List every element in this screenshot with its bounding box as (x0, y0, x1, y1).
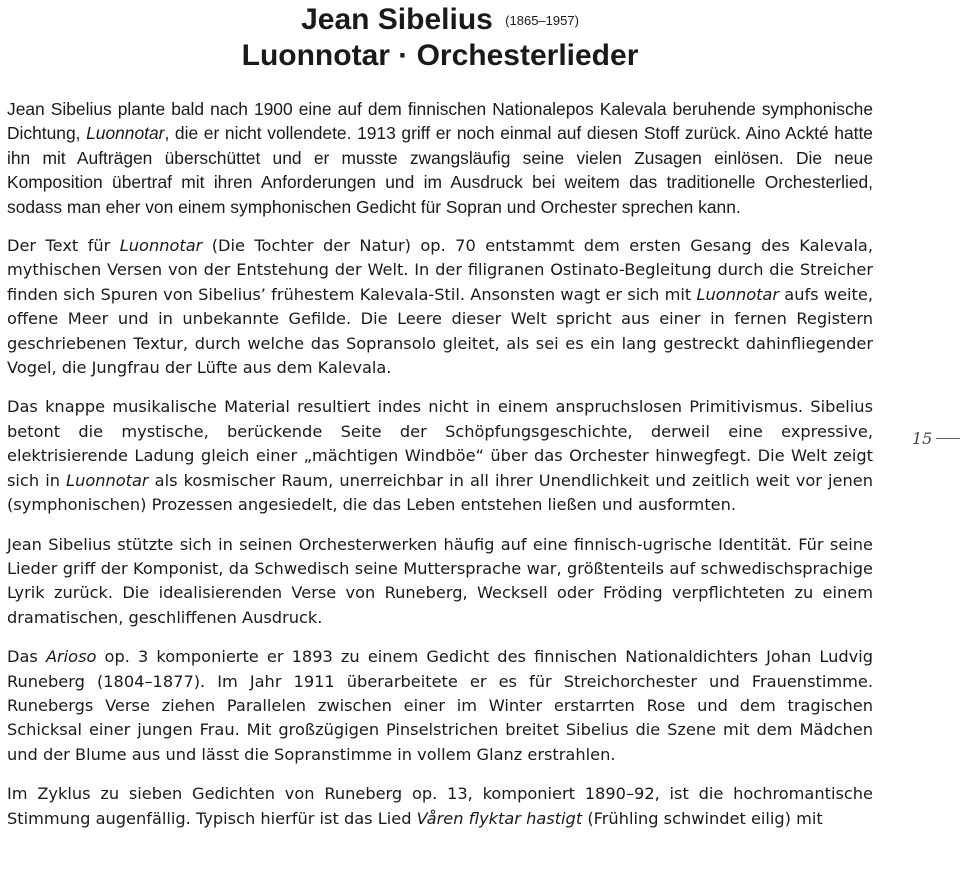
italic-title: Våren flyktar hastigt (416, 808, 583, 828)
page-number: 15 (912, 429, 933, 448)
body-paragraph (7, 782, 873, 831)
body-paragraph (7, 234, 873, 380)
text-run: op. 3 komponierte er 1893 zu einem Gedicht des finnischen Nationaldichters Johan Ludvig Runeberg (1804–1877). Im Jahr 1911 überarbeitete er es für Streichorchester und Frauenstimme. Runebergs Verse ziehen Parallelen zwischen einer im Winter erstarrten Rose und dem tragischen Schicksal einer jungen Frau. Mit großzügigen Pinselstrichen breitet Sibelius die Szene mit dem Mädchen und der Blume aus und lässt die Sopranstimme in vollem Glanz erstrahlen. (7, 647, 874, 764)
text-run: Im Zyklus zu sieben Gedichten von Runeberg op. 13, komponiert 1890–92, ist die hochromantische Stimmung augenfällig. Typisch hierfür ist das Lied (7, 784, 873, 828)
body-paragraph (7, 645, 873, 767)
text-run: Jean Sibelius plante bald nach 1900 eine auf dem finnischen Nationalepos Kalevala beruhende symphonische Dichtung, (7, 99, 873, 144)
composer-years: (1865–1957) (505, 13, 579, 29)
body-paragraph (7, 395, 873, 517)
text-run: als kosmischer Raum, unerreichbar in all ihrer Unendlichkeit und zeitlich weit vor jenen (symphonischen) Prozessen angesiedelt, die das Leben entstehen ließen und ausformten. (7, 470, 873, 515)
body-paragraph (7, 533, 873, 631)
page-title (0, 2, 880, 39)
page-number-rule (936, 438, 960, 439)
article-body (7, 97, 873, 846)
composer-name: Jean Sibelius (301, 3, 493, 36)
text-run: aufs weite, offene Meer und in unbekannte Gefilde. Die Leere dieser Welt spricht aus einer in fernen Registern geschriebenen Textur, durch welche das Sopransolo gleitet, als sei es ein lang gestreckt dahinfliegender Vogel, die Jungfrau der Lüfte aus dem Kalevala. (7, 284, 873, 378)
page-number-marker (912, 429, 960, 448)
italic-title: Luonnotar (86, 123, 165, 144)
text-run: , die er nicht vollendete. 1913 griff er noch einmal auf diesen Stoff zurück. Aino Ackté hatte ihn mit Aufträgen überschüttet und er musste zwangsläufig seine vielen Zusagen einlösen. Die neue Komposition übertraf mit ihren Anforderungen und im Ausdruck bei weitem das traditionelle Orchesterlied, sodass man eher von einem symphonischen Gedicht für Sopran und Orchester sprechen kann. (7, 123, 873, 217)
italic-title: Luonnotar (119, 236, 203, 256)
text-run: (Die Tochter der Natur) op. 70 entstammt dem ersten Gesang des Kalevala, mythischen Versen von der Entstehung der Welt. In der filigranen Ostinato-Begleitung durch die Streicher finden sich Spuren von Sibelius’ frühestem Kalevala-Stil. Ansonsten wagt er sich mit (7, 236, 874, 304)
text-run: Der Text für (7, 236, 120, 256)
text-run: Das knappe musikalische Material resultiert indes nicht in einem anspruchslosen Primitivismus. Sibelius betont die mystische, berückende Seite der Schöpfungsgeschichte, derweil eine expressive, elektrisierende Ladung gleich einer „mächtigen Windböe“ über das Orchester hinwegfegt. Die Welt zeigt sich in (7, 397, 873, 490)
body-paragraph (7, 97, 873, 219)
italic-title: Arioso (45, 647, 97, 667)
italic-title: Luonnotar (696, 284, 780, 304)
page-subtitle: Luonnotar · Orchesterlieder (241, 39, 639, 72)
text-run: Jean Sibelius stützte sich in seinen Orchesterwerken häufig auf eine finnisch-ugrische Identität. Für seine Lieder griff der Komponist, da Schwedisch seine Muttersprache war, größtenteils auf schwedischsprachige Lyrik zurück. Die idealisierenden Verse von Runeberg, Wecksell oder Fröding verpflichteten zu einem dramatischen, geschliffenen Ausdruck. (7, 534, 873, 627)
text-run: Das (7, 647, 46, 667)
italic-title: Luonnotar (66, 470, 149, 490)
text-run: (Frühling schwindet eilig) mit (582, 808, 823, 828)
